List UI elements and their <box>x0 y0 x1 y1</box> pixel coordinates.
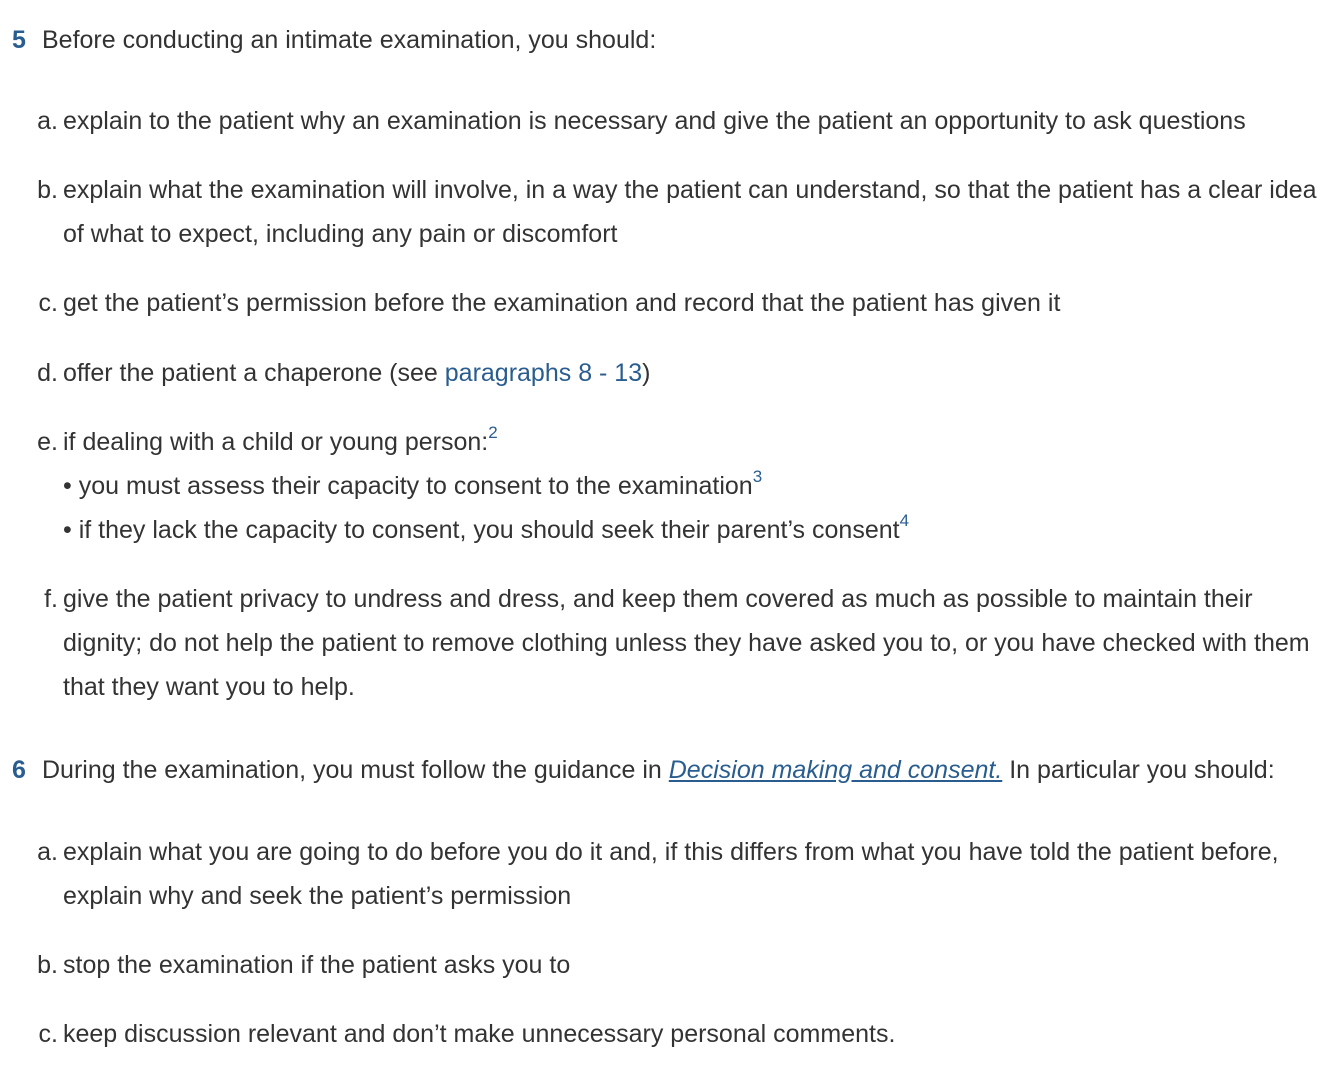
list-item-letter: f. <box>44 585 58 613</box>
list-item-text: keep discussion relevant and don’t make unnecessary personal comments. <box>63 1020 896 1048</box>
list-item-text-line: dignity; do not help the patient to remove clothing unless they have asked you to, or you have checked with them <box>63 629 1310 657</box>
bullet-marker: • <box>63 472 72 500</box>
footnote-link[interactable]: 2 <box>488 422 498 442</box>
list-item-letter: c. <box>38 289 58 317</box>
list-item-text: if dealing with a child or young person: <box>63 428 489 456</box>
list-item-letter: a. <box>37 838 58 866</box>
paragraphs-link[interactable]: paragraphs 8 - 13 <box>444 359 643 387</box>
footnote-link[interactable]: 4 <box>899 510 910 530</box>
sub-bullet-text: if they lack the capacity to consent, you should seek their parent’s consent <box>78 516 900 544</box>
list-item-text: get the patient’s permission before the examination and record that the patient has given it <box>63 289 1061 317</box>
list-item-letter: d. <box>37 359 58 387</box>
list-item-letter: e. <box>37 428 58 456</box>
paragraph-intro: In particular you should: <box>1002 756 1275 784</box>
list-item-text-line: explain what you are going to do before you do it and, if this differs from what you have told the patient before, <box>63 838 1279 866</box>
list-item-text-line: explain what the examination will involve, in a way the patient can understand, so that the patient has a clear idea <box>63 176 1317 204</box>
paragraph-6 <box>0 748 1334 792</box>
paragraph-intro: During the examination, you must follow the guidance in <box>42 756 669 784</box>
list-item-letter: c. <box>38 1020 58 1048</box>
list-item-text: stop the examination if the patient asks you to <box>63 951 571 979</box>
decision-making-link[interactable]: Decision making and consent. <box>668 756 1003 784</box>
list-item-letter: a. <box>37 107 58 135</box>
bullet-marker: • <box>63 516 72 544</box>
list-item-text: explain to the patient why an examination is necessary and give the patient an opportunity to ask questions <box>63 107 1246 135</box>
paragraph-5 <box>0 18 1334 62</box>
paragraph-number: 6 <box>12 756 26 784</box>
list-item-letter: b. <box>37 176 58 204</box>
list-item-text-line: that they want you to help. <box>63 673 355 701</box>
sub-bullet-text: you must assess their capacity to consent to the examination <box>78 472 753 500</box>
paragraph-number: 5 <box>12 26 26 54</box>
list-item-text-line: give the patient privacy to undress and dress, and keep them covered as much as possible to maintain their <box>63 585 1253 613</box>
list-item-text-line: of what to expect, including any pain or discomfort <box>63 220 618 248</box>
footnote-link[interactable]: 3 <box>752 466 763 486</box>
paragraph-5-heading <box>0 18 1334 62</box>
list-item-text: ) <box>642 359 651 387</box>
list-item-text: offer the patient a chaperone (see <box>63 359 445 387</box>
paragraph-intro: Before conducting an intimate examination, you should: <box>42 26 657 54</box>
paragraph-6-heading <box>0 748 1334 792</box>
list-item-letter: b. <box>37 951 58 979</box>
list-item-text-line: explain why and seek the patient’s permission <box>63 882 572 910</box>
